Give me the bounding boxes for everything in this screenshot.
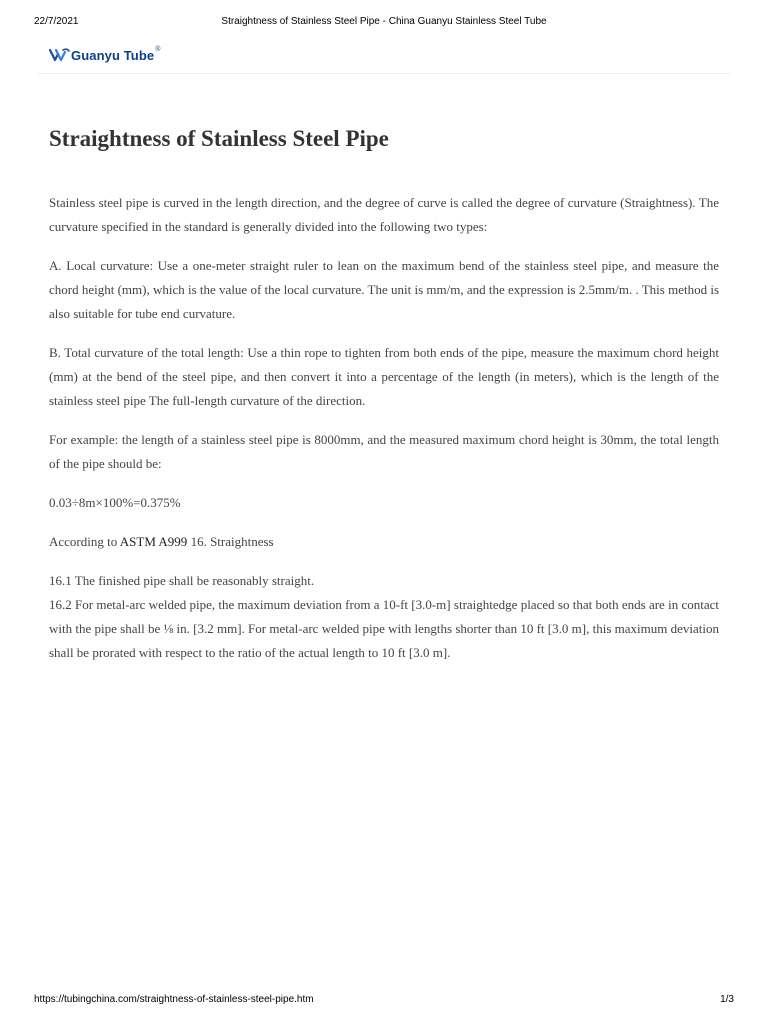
print-footer — [34, 994, 734, 1008]
guanyu-logo-icon — [48, 47, 70, 63]
logo-text: Guanyu Tube — [71, 47, 155, 63]
formula-line: 0.03÷8m×100%=0.375% — [49, 495, 181, 510]
example-paragraph: For example: the length of a stainless steel pipe is 8000mm, and the measured maximum chord height is 30mm, the total length of the pipe should be: — [49, 432, 719, 471]
astm-reference — [49, 530, 719, 554]
page-number: 1/3 — [720, 994, 734, 1005]
article — [49, 120, 719, 665]
astm-prefix: According to — [49, 534, 120, 549]
print-url: https://tubingchina.com/straightness-of-stainless-steel-pipe.htm — [34, 994, 314, 1005]
print-date: 22/7/2021 — [34, 16, 79, 27]
site-logo-link[interactable] — [48, 44, 160, 66]
local-curvature-paragraph: A. Local curvature: Use a one-meter straight ruler to lean on the maximum bend of the stainless steel pipe, and measure the chord height (mm), which is the value of the local curvature. The unit is mm/m, and the expression is 2.5mm/m. . This method is also suitable for tube end curvature. — [49, 258, 719, 321]
astm-suffix: 16. Straightness — [187, 534, 274, 549]
page-title: Straightness of Stainless Steel Pipe — [49, 126, 389, 151]
astm-a999-link[interactable]: ASTM A999 — [119, 534, 188, 549]
print-header — [34, 16, 734, 32]
section-16-2: 16.2 For metal-arc welded pipe, the maximum deviation from a 10-ft [3.0-m] straightedge placed so that both ends are in contact with the pipe shall be ⅛ in. [3.2 mm]. For metal-arc welded pipe with lengths shorter than 10 ft [3.0 m], this maximum deviation shall be prorated with respect to the ratio of the actual length to 10 ft [3.0 m]. — [49, 597, 719, 660]
registered-mark: ® — [155, 45, 161, 53]
site-header — [38, 40, 730, 74]
intro-paragraph: Stainless steel pipe is curved in the length direction, and the degree of curve is called the degree of curvature (Straightness). The curvature specified in the standard is generally divided into the following two types: — [49, 195, 719, 234]
section-16-1: 16.1 The finished pipe shall be reasonably straight. — [49, 573, 315, 588]
total-curvature-paragraph: B. Total curvature of the total length: Use a thin rope to tighten from both ends of the pipe, measure the maximum chord height (mm) at the bend of the steel pipe, and then convert it into a percentage of the length (in meters), which is the length of the stainless steel pipe The full-length curvature of the direction. — [49, 345, 719, 408]
print-page-title: Straightness of Stainless Steel Pipe - China Guanyu Stainless Steel Tube — [221, 16, 547, 27]
